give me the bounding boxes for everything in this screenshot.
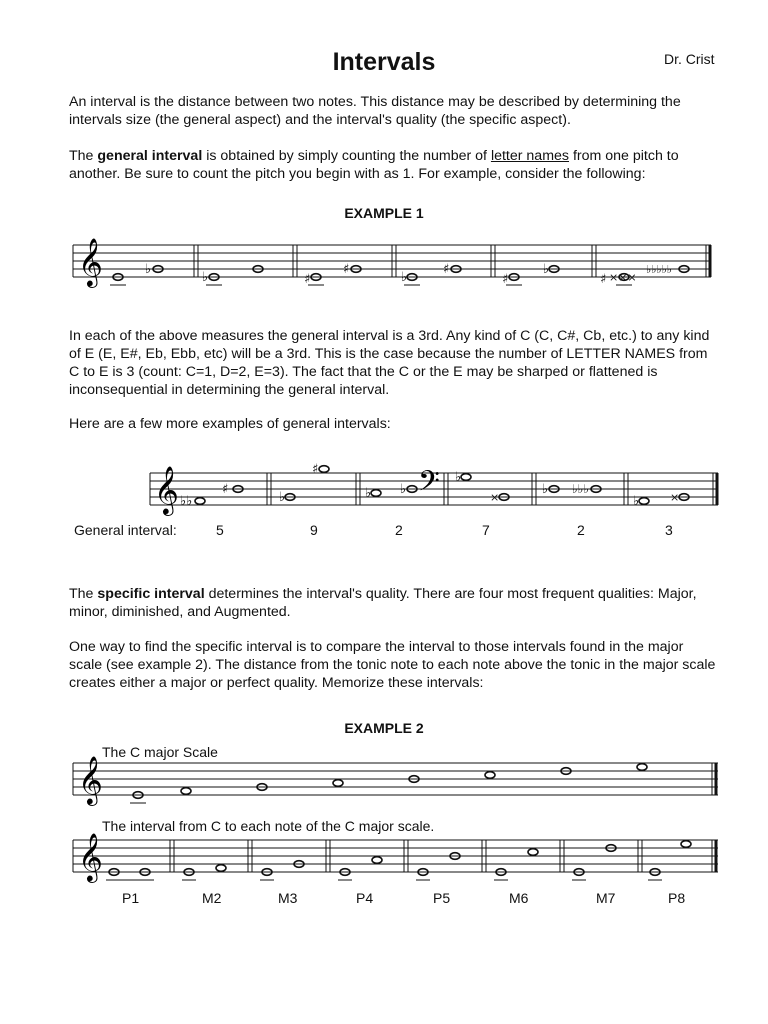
treble-clef-icon: 𝄞 (78, 237, 103, 286)
specific-post: determines the interval's quality. There are four most frequent qualities: Major, minor, diminished, and Augmented. (69, 586, 697, 620)
interval-notes (109, 841, 691, 876)
compare-paragraph: One way to find the specific interval is to compare the interval to those intervals found in the major scale (see example 2). The distance from the tonic note to each note above the tonic in the major scale creates either a major or perfect quality. Memorize these intervals: (69, 639, 716, 691)
svg-text:♯: ♯ (502, 272, 509, 287)
specific-pre: The (69, 586, 98, 602)
intro-paragraph: An interval is the distance between two notes. This distance may be described by determining the intervals size (the general aspect) and the interval's quality (the specific aspect). (69, 94, 681, 128)
general-pre: The (69, 148, 98, 164)
interval-label: M6 (509, 890, 529, 906)
example-1-staff (0, 225, 768, 300)
treble-clef-icon: 𝄞 (78, 832, 103, 881)
svg-text:♭: ♭ (202, 270, 209, 285)
general-interval-paragraph (69, 147, 719, 183)
scale-notes (133, 764, 647, 799)
svg-text:♭: ♭ (365, 486, 372, 501)
interval-caption: The interval from C to each note of the C major scale. (102, 818, 435, 834)
svg-text:♭: ♭ (542, 482, 549, 497)
example-2-heading: EXAMPLE 2 (344, 720, 424, 736)
example-1-heading: EXAMPLE 1 (344, 205, 424, 221)
svg-text:♭♭♭♭♭: ♭♭♭♭♭ (646, 263, 672, 276)
svg-text:♯: ♯ (600, 272, 607, 287)
specific-interval-paragraph (69, 585, 719, 621)
staff-lines (73, 763, 718, 795)
interval-label: M3 (278, 890, 298, 906)
svg-text:♭: ♭ (400, 482, 407, 497)
svg-text:♭: ♭ (401, 270, 408, 285)
page-title: Intervals (332, 48, 436, 76)
general-mid: is obtained by simply counting the number of (202, 148, 491, 164)
general-interval-value: 2 (577, 522, 585, 538)
svg-text:♭: ♭ (543, 262, 550, 277)
general-intervals-staff (0, 455, 768, 517)
svg-text:♭: ♭ (145, 262, 152, 277)
svg-text:×: × (490, 491, 500, 504)
interval-label: P1 (122, 890, 140, 906)
treble-clef-icon: 𝄞 (154, 465, 179, 514)
svg-text:♯: ♯ (304, 272, 311, 287)
general-interval-value: 7 (482, 522, 490, 538)
scale-caption: The C major Scale (102, 744, 218, 760)
general-interval-value: 3 (665, 522, 673, 538)
svg-text:♯: ♯ (343, 262, 350, 277)
c-major-intervals-staff (0, 832, 768, 888)
letter-names-term: letter names (490, 148, 570, 164)
specific-interval-term: specific interval (97, 586, 205, 602)
interval-label: M7 (596, 890, 616, 906)
general-interval-notes (195, 466, 689, 505)
general-interval-value: 5 (216, 522, 224, 538)
interval-label: P5 (433, 890, 451, 906)
interval-label: P8 (668, 890, 686, 906)
general-interval-row-label: General interval: (74, 522, 177, 538)
interval-label: M2 (202, 890, 222, 906)
treble-clef-icon: 𝄞 (78, 755, 103, 804)
c-major-scale-staff (0, 755, 768, 810)
svg-text:♭: ♭ (455, 470, 462, 485)
svg-text:×××: ××× (609, 271, 637, 284)
svg-text:♭♭♭: ♭♭♭ (572, 482, 589, 496)
svg-text:×: × (670, 491, 680, 504)
general-post: from one pitch to another. Be sure to count the pitch you begin with as 1. For example, consider the following: (69, 148, 679, 182)
general-interval-value: 2 (395, 522, 403, 538)
interval-label: P4 (356, 890, 374, 906)
author-name: Dr. Crist (664, 51, 715, 67)
general-interval-term: general interval (97, 148, 203, 164)
svg-text:♭: ♭ (279, 490, 286, 505)
svg-text:♯: ♯ (312, 462, 319, 477)
svg-text:♭♭: ♭♭ (180, 494, 193, 509)
general-interval-value: 9 (310, 522, 318, 538)
svg-text:♭: ♭ (633, 494, 640, 509)
example-1-explanation: In each of the above measures the general interval is a 3rd. Any kind of C (C, C#, Cb, etc.) to any kind of E (E, E#, Eb, Ebb, etc) will be a 3rd. This is the case because the number of LETTER NAMES from C to E is 3 (count: C=1, D=2, E=3). The fact that the C or the E may be sharped or flattened is inconsequential in determining the general interval. (69, 328, 710, 398)
svg-text:♯: ♯ (222, 482, 229, 497)
svg-text:♯: ♯ (443, 262, 450, 277)
bass-clef-icon: 𝄢 (418, 465, 440, 505)
more-examples-intro: Here are a few more examples of general intervals: (69, 416, 391, 432)
